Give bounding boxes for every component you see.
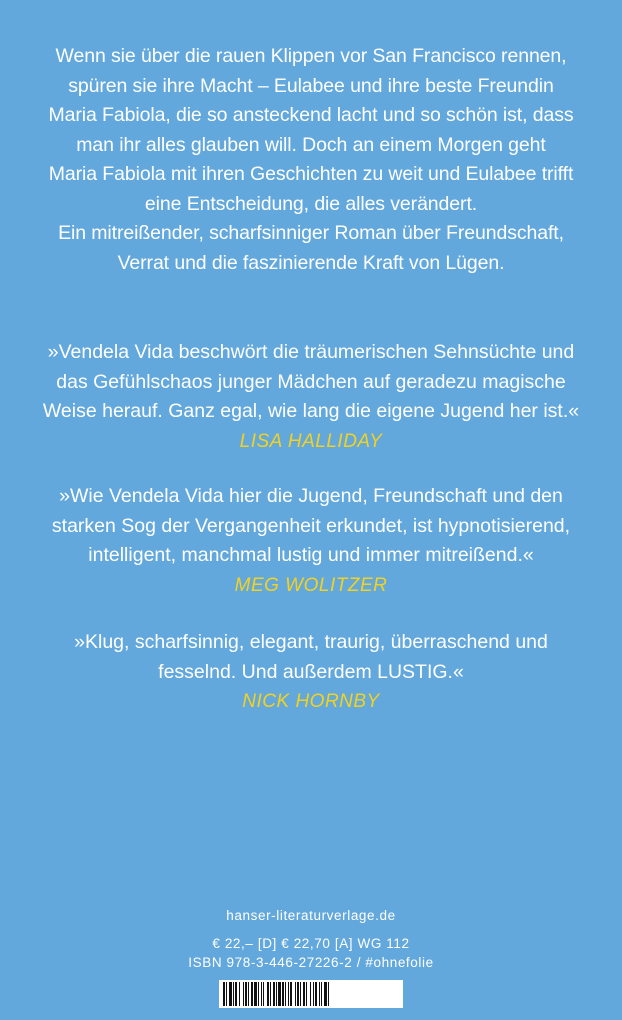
quote-author: NICK HORNBY: [242, 691, 380, 712]
quote-line: fesselnd. Und außerdem LUSTIG.«: [158, 660, 464, 683]
barcode-bar: [254, 982, 257, 1006]
blurb-line: Wenn sie über die rauen Klippen vor San Francisco rennen,: [55, 45, 567, 67]
barcode-bar: [226, 982, 227, 1006]
barcode-bar: [223, 982, 225, 1006]
quote-author: MEG WOLITZER: [234, 574, 388, 596]
barcode-bars: [222, 982, 400, 1006]
quote-line: »Wie Vendela Vida hier die Jugend, Freundschaft und den: [59, 485, 563, 507]
barcode-bar: [303, 982, 305, 1006]
barcode-bar: [300, 982, 301, 1006]
barcode-bar: [276, 982, 277, 1006]
blurb-line: man ihr alles glauben will. Doch an einem Morgen geht: [76, 133, 546, 156]
barcode-bar: [270, 982, 271, 1006]
barcode-bar: [229, 982, 232, 1006]
quote-line: Weise herauf. Ganz egal, wie lang die eigene Jugend her ist.«: [42, 400, 580, 422]
barcode-bar: [273, 982, 275, 1006]
quote-line: starken Sog der Vergangenheit erkundet, ist hypnotisierend,: [51, 514, 571, 537]
barcode-bar: [235, 982, 237, 1006]
blurb-line: spüren sie ihre Macht – Eulabee und ihre beste Freundin: [68, 74, 554, 97]
barcode-bar: [243, 982, 244, 1006]
barcode-bar: [310, 982, 311, 1006]
blurb-line: Ein mitreißender, scharfsinniger Roman über Freundschaft,: [58, 222, 564, 244]
review-quote: [40, 628, 582, 717]
blurb-line: eine Entscheidung, die alles verändert.: [144, 192, 478, 215]
quote-line: »Klug, scharfsinnig, elegant, traurig, überraschend und: [74, 631, 548, 653]
quote-line: »Vendela Vida beschwört die träumerischen Sehnsüchte und: [47, 341, 575, 363]
barcode-bar: [239, 982, 240, 1006]
barcode-bar: [321, 982, 322, 1006]
barcode-bar: [297, 982, 299, 1006]
quote-line: intelligent, manchmal lustig und immer mitreißend.«: [88, 544, 534, 566]
barcode-bar: [313, 982, 314, 1006]
barcode-bar: [324, 982, 327, 1006]
barcode-bar: [285, 982, 286, 1006]
barcode-bar: [245, 982, 247, 1006]
quote-line: das Gefühlschaos junger Mädchen auf geradezu magische: [56, 370, 566, 393]
barcode-bar: [278, 982, 281, 1006]
barcode-bar: [261, 982, 262, 1006]
barcode-bar: [258, 982, 259, 1006]
blurb-line: Verrat und die faszinierende Kraft von Lügen.: [117, 251, 505, 274]
quote-author: LISA HALLIDAY: [239, 430, 383, 452]
barcode-icon: [219, 980, 403, 1008]
barcode-bar: [315, 982, 317, 1006]
price-info: € 22,– [D] € 22,70 [A] WG 112: [212, 936, 410, 951]
barcode-bar: [306, 982, 307, 1006]
barcode-bar: [263, 982, 264, 1006]
blurb-line: Maria Fabiola, die so ansteckend lacht und so schön ist, dass: [48, 104, 574, 126]
barcode-bar: [282, 982, 284, 1006]
barcode-bar: [295, 982, 296, 1006]
publisher-website: hanser-literaturverlage.de: [226, 908, 396, 923]
blurb: [40, 42, 582, 278]
barcode-bar: [290, 982, 292, 1006]
barcode-bar: [319, 982, 320, 1006]
barcode-bar: [233, 982, 234, 1006]
barcode-bar: [267, 982, 269, 1006]
barcode-bar: [288, 982, 289, 1006]
blurb-line: Maria Fabiola mit ihren Geschichten zu weit und Eulabee trifft: [48, 163, 574, 185]
review-quote: [40, 338, 582, 456]
barcode-bar: [248, 982, 249, 1006]
review-quote: [40, 482, 582, 600]
barcode-bar: [251, 982, 253, 1006]
barcode-bar: [328, 982, 329, 1006]
isbn-info: ISBN 978-3-446-27226-2 / #ohnefolie: [188, 955, 434, 970]
